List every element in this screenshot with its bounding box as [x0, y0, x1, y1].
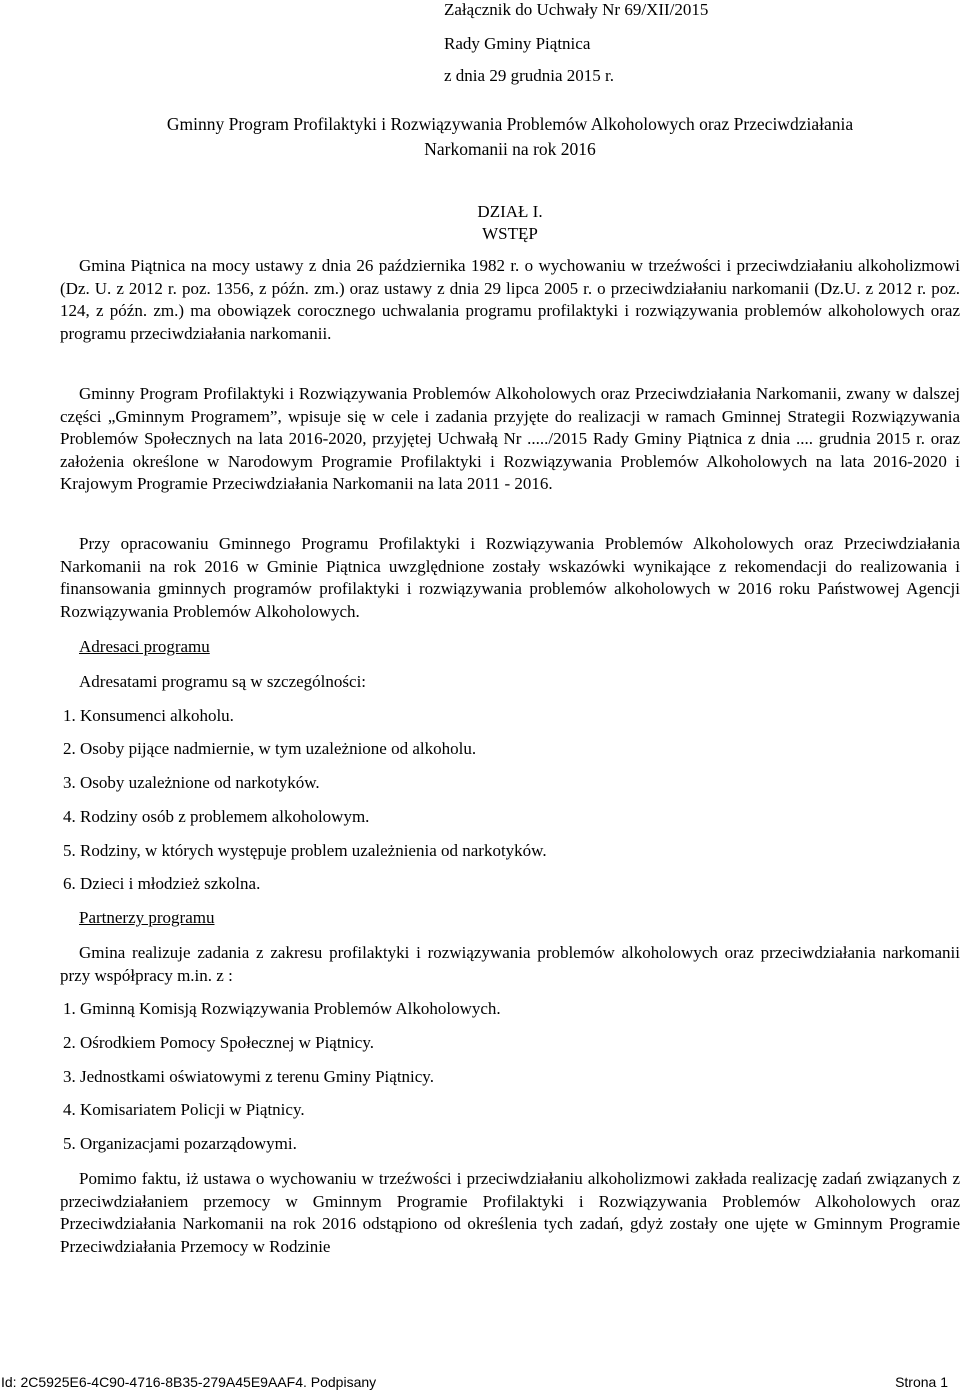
section-number: DZIAŁ I. [477, 202, 543, 221]
partner-item: 5. Organizacjami pozarządowymi. [63, 1134, 297, 1153]
addressees-heading: Adresaci programu [79, 637, 210, 656]
paragraph-closing: Pomimo faktu, iż ustawa o wychowaniu w trzeźwości i przeciwdziałaniu alkoholizmowi zakłada realizację zadań związanych z przeciwdziałaniem przemocy w Gminnym Programie Profilaktyki i Rozwiązywania Problemów Alkoholowych oraz Przeciwdziałania Narkomanii na rok 2016 odstąpiono od określenia tych zadań, gdyż zostały one ujęte w Gminnym Programie Przeciwdziałania Przemocy w Rodzinie [60, 1169, 960, 1256]
paragraph-recommendations: Przy opracowaniu Gminnego Programu Profilaktyki i Rozwiązywania Problemów Alkoholowych oraz Przeciwdziałania Narkomanii na rok 2016 w Gminie Piątnica uwzględnione zostały wskazówki wynikające z rekomendacji do realizowania i finansowania gminnych programów profilaktyki i rozwiązywania problemów alkoholowych w 2016 roku Państwowej Agencji Rozwiązywania Problemów Alkoholowych. [60, 534, 960, 621]
paragraph-intro: Gmina Piątnica na mocy ustawy z dnia 26 października 1982 r. o wychowaniu w trzeźwości i przeciwdziałaniu alkoholizmowi (Dz. U. z 2012 r. poz. 1356, z późn. zm.) oraz ustawy z dnia 29 lipca 2005 r. o przeciwdziałaniu narkomanii (Dz.U. z 2012 r. poz. 124, z późn. zm.) ma obowiązek corocznego uchwalania programu profilaktyki i rozwiązywania problemów alkoholowych oraz programu przeciwdziałania narkomanii. [60, 256, 960, 343]
addressee-item: 5. Rodziny, w których występuje problem uzależnienia od narkotyków. [63, 841, 547, 860]
document-title [60, 112, 960, 162]
annex-line-1: Załącznik do Uchwały Nr 69/XII/2015 [444, 0, 709, 19]
partners-heading: Partnerzy programu [79, 908, 215, 927]
annex-line-3: z dnia 29 grudnia 2015 r. [444, 66, 614, 85]
paragraph-program: Gminny Program Profilaktyki i Rozwiązywania Problemów Alkoholowych oraz Przeciwdziałania Narkomanii, zwany w dalszej części „Gminnym Programem”, wpisuje się w cele i zadania przyjęte do realizacji w ramach Gminnej Strategii Rozwiązywania Problemów Społecznych na lata 2016-2020, przyjętej Uchwałą Nr ...../2015 Rady Gminy Piątnica z dnia .... grudnia 2015 r. oraz założenia określone w Narodowym Programie Profilaktyki i Rozwiązywania Problemów Alkoholowych na lata 2016-2020 i Krajowym Programie Przeciwdziałania Narkomanii na lata 2011 - 2016. [60, 384, 960, 494]
addressee-item: 2. Osoby pijące nadmiernie, w tym uzależnione od alkoholu. [63, 739, 477, 758]
partner-item: 4. Komisariatem Policji w Piątnicy. [63, 1100, 305, 1119]
section-heading [60, 201, 960, 245]
partner-item: 3. Jednostkami oświatowymi z terenu Gminy Piątnicy. [63, 1067, 434, 1086]
partners-intro: Gmina realizuje zadania z zakresu profilaktyki i rozwiązywania problemów alkoholowych oraz przeciwdziałania narkomanii przy współpracy m.in. z : [60, 943, 960, 985]
section-name: WSTĘP [482, 224, 538, 243]
partner-item: 1. Gminną Komisją Rozwiązywania Problemów Alkoholowych. [63, 999, 501, 1018]
addressee-item: 3. Osoby uzależnione od narkotyków. [63, 773, 320, 792]
annex-line-2: Rady Gminy Piątnica [444, 34, 591, 53]
title-line-2: Narkomanii na rok 2016 [424, 139, 596, 159]
footer-page-number: Strona 1 [895, 1374, 948, 1390]
addressee-item: 6. Dzieci i młodzież szkolna. [63, 874, 261, 893]
addressees-intro: Adresatami programu są w szczególności: [79, 672, 367, 691]
footer-document-id: Id: 2C5925E6-4C90-4716-8B35-279A45E9AAF4. Podpisany [1, 1374, 377, 1390]
title-line-1: Gminny Program Profilaktyki i Rozwiązywania Problemów Alkoholowych oraz Przeciwdziałania [166, 114, 854, 134]
addressee-item: 4. Rodziny osób z problemem alkoholowym. [63, 807, 370, 826]
addressee-item: 1. Konsumenci alkoholu. [63, 706, 234, 725]
partner-item: 2. Ośrodkiem Pomocy Społecznej w Piątnicy. [63, 1033, 374, 1052]
